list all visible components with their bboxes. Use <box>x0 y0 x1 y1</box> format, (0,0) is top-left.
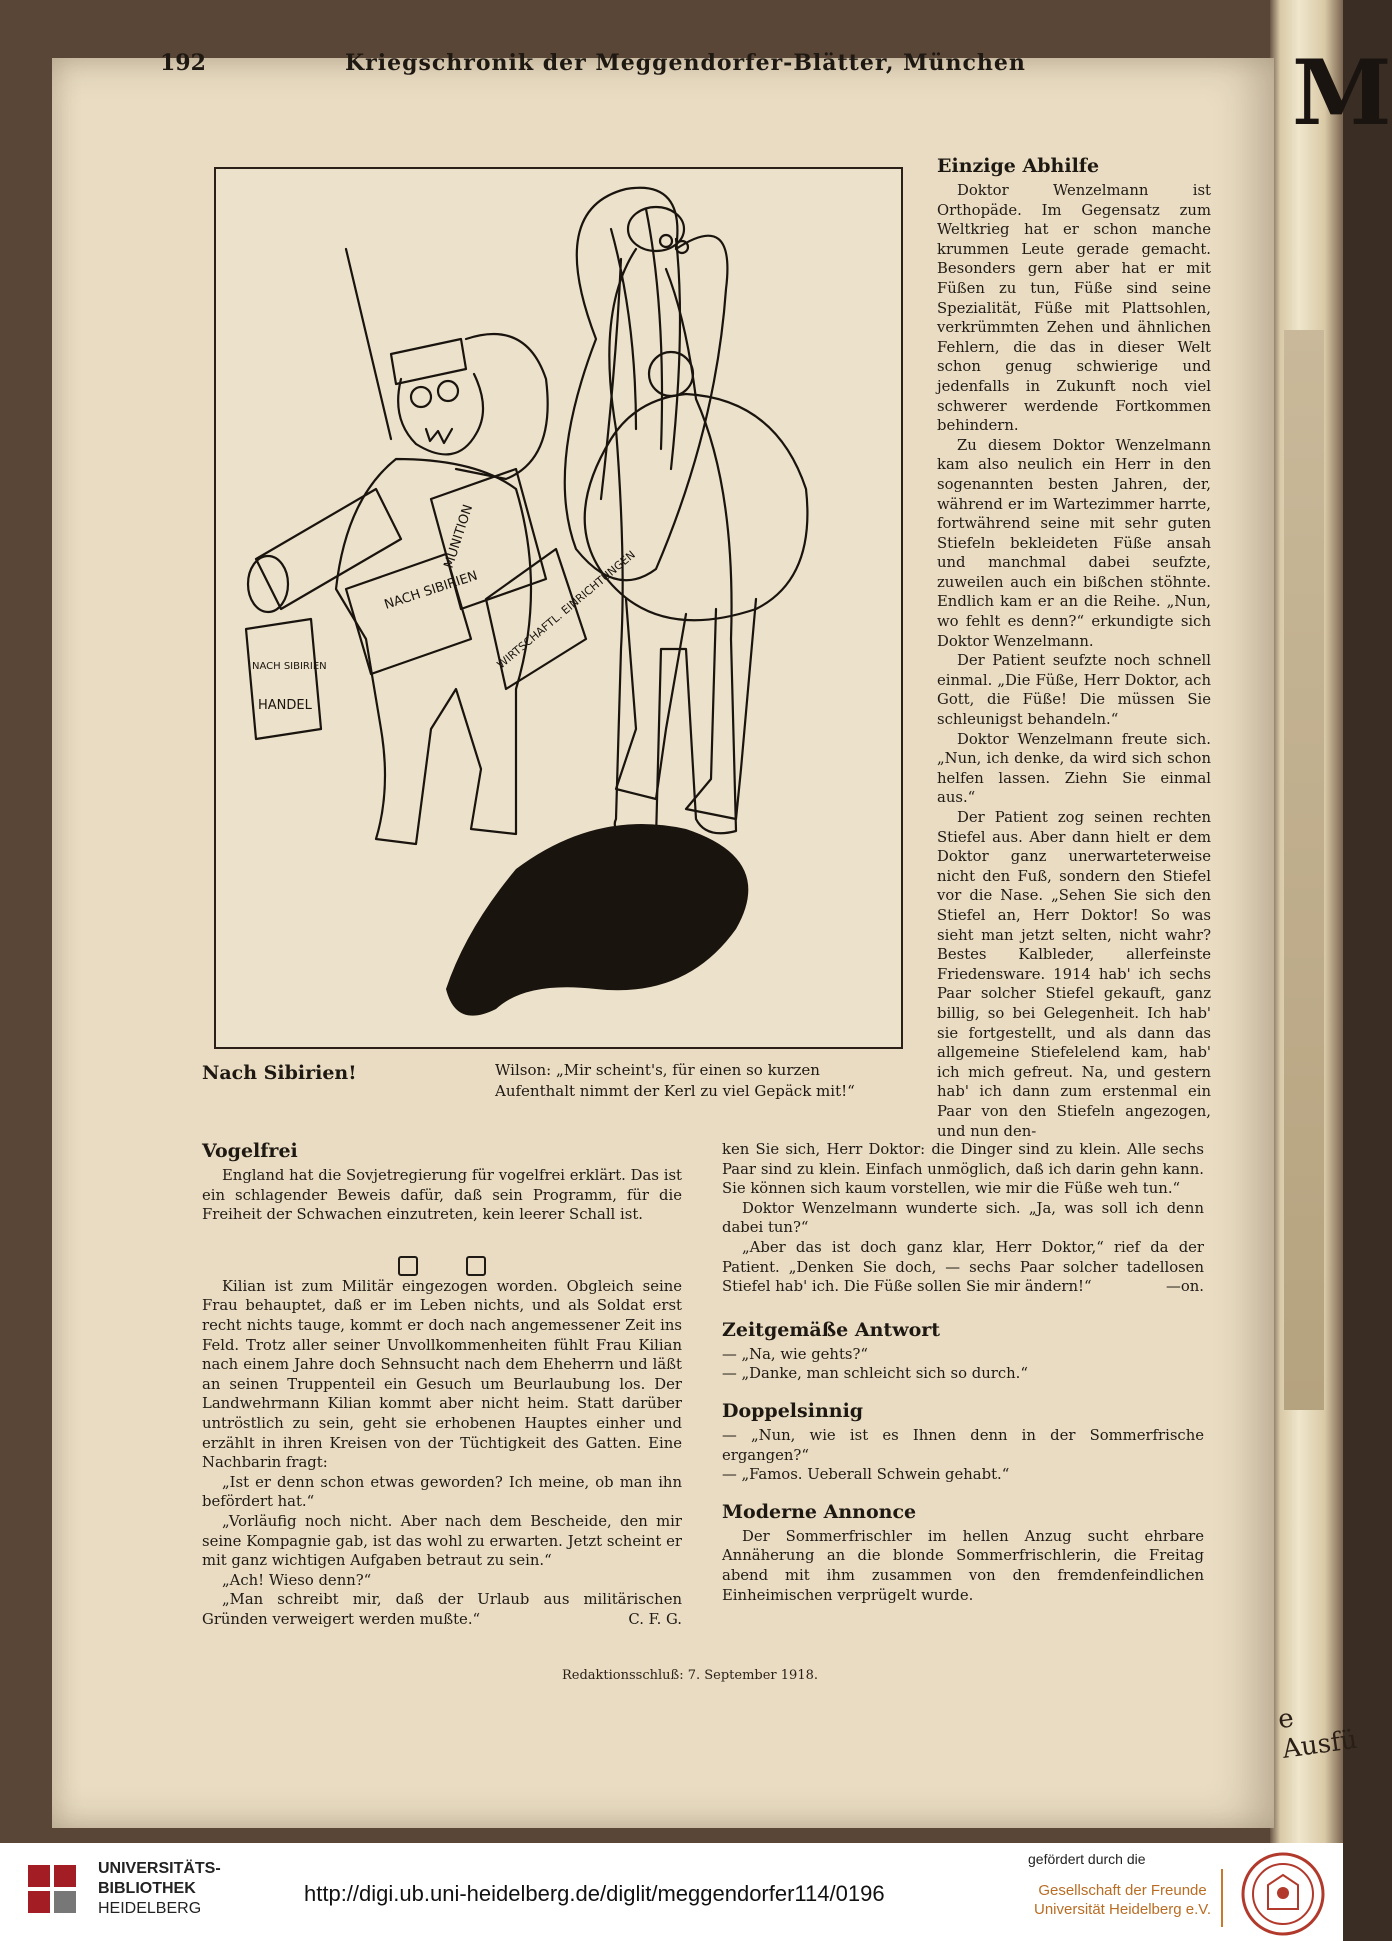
figure-shadow <box>446 824 748 1016</box>
cartoon-drawing <box>216 169 901 1047</box>
library-name <box>98 1859 221 1919</box>
separator-mark <box>398 1256 418 1276</box>
society-line-2: Universität Heidelberg e.V. <box>1034 1901 1212 1918</box>
paragraph: Zu diesem Doktor Wenzelmann kam also neulich ein Herr in den sogenannten besten Jahren, der, während er im Wartezimmer harrte, fortwährend seine mit sehr guten Stiefeln bekleideten Füße ansah und manchmal dabei seufzte, zuweilen auch ein bißchen stöhnte. Endlich kam er an die Reihe. „Nun, wo fehlt es denn?“ erkundigte sich Doktor Wenzelmann. <box>937 436 1211 650</box>
heading-zeitgemaesse-antwort: Zeitgemäße Antwort <box>722 1318 941 1341</box>
heading-moderne-annonce: Moderne Annonce <box>722 1500 917 1523</box>
society-name <box>1034 1881 1211 1919</box>
box-munition <box>346 554 471 674</box>
soldier-cap <box>391 339 466 384</box>
paragraph-text: „Man schreibt mir, daß der Urlaub aus militärischen Gründen verweigert werden mußte.“ <box>202 1591 682 1628</box>
left-column <box>202 1130 682 1629</box>
dialogue-line: — „Nun, wie ist es Ihnen denn in der Sommerfrische ergangen?“ <box>722 1426 1204 1464</box>
library-line-1: UNIVERSITÄTS- <box>98 1860 221 1877</box>
signature-cfg: C. F. G. <box>628 1610 682 1628</box>
cartoon-caption <box>495 1060 900 1102</box>
signature-on: —on. <box>1166 1278 1204 1296</box>
box-label-wirtschaftl: WIRTSCHAFTL. EINRICHTUNGEN <box>494 548 638 672</box>
box-label-munition: MUNITION <box>441 502 477 571</box>
ub-heidelberg-logo-icon <box>22 1857 92 1923</box>
paragraph: Doktor Wenzelmann wunderte sich. „Ja, was soll ich denn dabei tun?“ <box>722 1199 1204 1237</box>
paragraph: „Ist er denn schon etwas geworden? Ich meine, ob man ihn befördert hat.“ <box>202 1473 682 1511</box>
library-line-2: BIBLIOTHEK <box>98 1880 196 1897</box>
headdress-feathers <box>565 188 728 581</box>
box-label-handel: HANDEL <box>258 698 312 713</box>
edge-bottom-text: e Ausfü <box>1276 1703 1360 1765</box>
library-line-3: HEIDELBERG <box>98 1900 202 1917</box>
running-title: Kriegschronik der Meggendorfer-Blätter, München <box>345 50 1026 76</box>
paragraph-text: „Aber das ist doch ganz klar, Herr Doktor,“ rief da der Patient. „Denken Sie doch, — sechs Paar solcher tadellosen Stiefel hab' ich. Die Füße sollen Sie mir ändern!“ <box>722 1238 1204 1296</box>
paragraph: Doktor Wenzelmann ist Orthopäde. Im Gegensatz zum Weltkrieg hat er schon manche krummen Leute gerade gemacht. Besonders gern aber hat er mit Füßen zu tun, Füße sind seine Spezialität, Füße mit Plattsohlen, verkrümmten Zehen und ähnlichen Fehlern, die das in dieser Welt schon genug schwierige und jedenfalls in Zukunft noch viel schwerer werdende Fortkommen behindern. <box>937 182 1211 435</box>
edge-big-letter: M <box>1292 40 1392 146</box>
next-page-edge <box>1270 0 1392 1843</box>
paragraph: Der Sommerfrischler im hellen Anzug sucht ehrbare Annäherung an die blonde Sommerfrischlerin, die Freitag abend mit ihm zusammen von den fremdenfeindlichen Einheimischen verprügelt wurde. <box>722 1527 1204 1604</box>
cartoon-illustration <box>214 167 903 1049</box>
paragraph: Der Patient seufzte noch schnell einmal. „Die Füße, Herr Doktor, ach Gott, die Füße! Die müssen Sie schleunigst behandeln.“ <box>937 652 1211 729</box>
fat-man-body <box>585 394 808 620</box>
right-lower-column <box>722 1140 1204 1605</box>
box-label-nach-sibirien-small: NACH SIBIRIEN <box>252 661 327 672</box>
paragraph: England hat die Sovjetregierung für vogelfrei erklärt. Das ist ein schlagender Beweis dafür, daß sein Programm, für die Freiheit der Schwachen einzutreten, kein leerer Schall ist. <box>202 1167 682 1224</box>
paragraph: „Ach! Wieso denn?“ <box>222 1571 372 1589</box>
paragraph: Der Patient zog seinen rechten Stiefel aus. Aber dann hielt er dem Doktor ganz unerwarteterweise nicht den Fuß, sondern den Stiefel vor die Nase. „Sehen Sie sich den Stiefel an, Herr Doktor! So was sieht man jetzt selten, nicht wahr? Bestes Kalbleder, allerfeinste Friedensware. 1914 hab' ich sechs Paar solcher Stiefel gekauft, ganz billig, so bei Gelegenheit. Ich hab' sie fortgestellt, und als dann das allgemeine Stiefelelend kam, hab' ich mich gefreut. Na, und gestern hab' ich dann zum erstenmal ein Paar von den Stiefeln angezogen, und nun den- <box>937 809 1211 1140</box>
paragraph <box>722 1238 1204 1297</box>
article-einzige-abhilfe <box>937 155 1211 1141</box>
university-seal-icon <box>1240 1851 1326 1937</box>
dialogue-line: — „Na, wie gehts?“ <box>722 1345 868 1363</box>
section-separator <box>202 1256 682 1281</box>
page-number: 192 <box>160 50 206 76</box>
separator-mark <box>466 1256 486 1276</box>
soldier-backpack <box>456 334 548 479</box>
soldier-rifle <box>346 249 391 439</box>
paragraph: ken Sie sich, Herr Doktor: die Dinger sind zu klein. Alle sechs Paar sind zu klein. Einfach unmöglich, daß ich darin gehn kann. Sie können sich kaum vorstellen, wie mir die Füße weh tun.“ <box>722 1141 1204 1198</box>
dialogue-line: — „Danke, man schleicht sich so durch.“ <box>722 1365 1028 1383</box>
edge-illustration-strip <box>1284 330 1324 1410</box>
footer-divider <box>1221 1869 1223 1927</box>
heading-vogelfrei: Vogelfrei <box>202 1140 298 1162</box>
caption-line-1: Wilson: „Mir scheint's, für einen so kurzen <box>495 1061 820 1079</box>
redaktionsschluss: Redaktionsschluß: 7. September 1918. <box>561 1668 818 1683</box>
cartoon-title: Nach Sibirien! <box>202 1062 357 1084</box>
box-handel <box>246 619 321 739</box>
paragraph: Doktor Wenzelmann freute sich. „Nun, ich denke, da wird sich schon helfen lassen. Ziehn Sie einmal aus.“ <box>937 730 1211 807</box>
paragraph <box>202 1590 682 1629</box>
heading-einzige-abhilfe: Einzige Abhilfe <box>937 155 1100 177</box>
paragraph: Kilian ist zum Militär eingezogen worden. Obgleich seine Frau behauptet, daß er im Leben nichts, und als Soldat erst recht nichts tauge, kommt er doch nach angemessener Zeit ins Feld. Trotz aller seiner Unvollkommenheiten fühlt Frau Kilian nach einem Jahre doch Sehnsucht nach dem Eheherrn und läßt an seinen Truppenteil ein Gesuch um Beurlaubung los. Der Landwehrmann Kilian kommt aber nicht heim. Statt darüber untröstlich zu sein, geht sie erhobenen Hauptes einher und erzählt in ihren Kreisen von der Tüchtigkeit des Gatten. Eine Nachbarin fragt: <box>202 1277 682 1472</box>
box-label-nach-sibirien: NACH SIBIRIEN <box>382 568 480 613</box>
dialogue-line: — „Famos. Ueberall Schwein gehabt.“ <box>722 1466 1010 1484</box>
heading-doppelsinnig: Doppelsinnig <box>722 1399 864 1422</box>
society-line-1: Gesellschaft der Freunde <box>1038 1882 1207 1899</box>
caption-line-2: Aufenthalt nimmt der Kerl zu viel Gepäck mit!“ <box>495 1082 855 1100</box>
paragraph: „Vorläufig noch nicht. Aber nach dem Bescheide, den mir seine Kompagnie gab, ist das wohl zu erwarten. Jetzt scheint er mit ganz wichtigen Aufgaben betraut zu sein.“ <box>202 1512 682 1570</box>
permalink-url[interactable]: http://digi.ub.uni-heidelberg.de/diglit/meggendorfer114/0196 <box>304 1881 885 1906</box>
cannon <box>256 489 401 609</box>
funded-by-label: gefördert durch die <box>1028 1851 1146 1867</box>
viewer-footer <box>0 1843 1343 1941</box>
